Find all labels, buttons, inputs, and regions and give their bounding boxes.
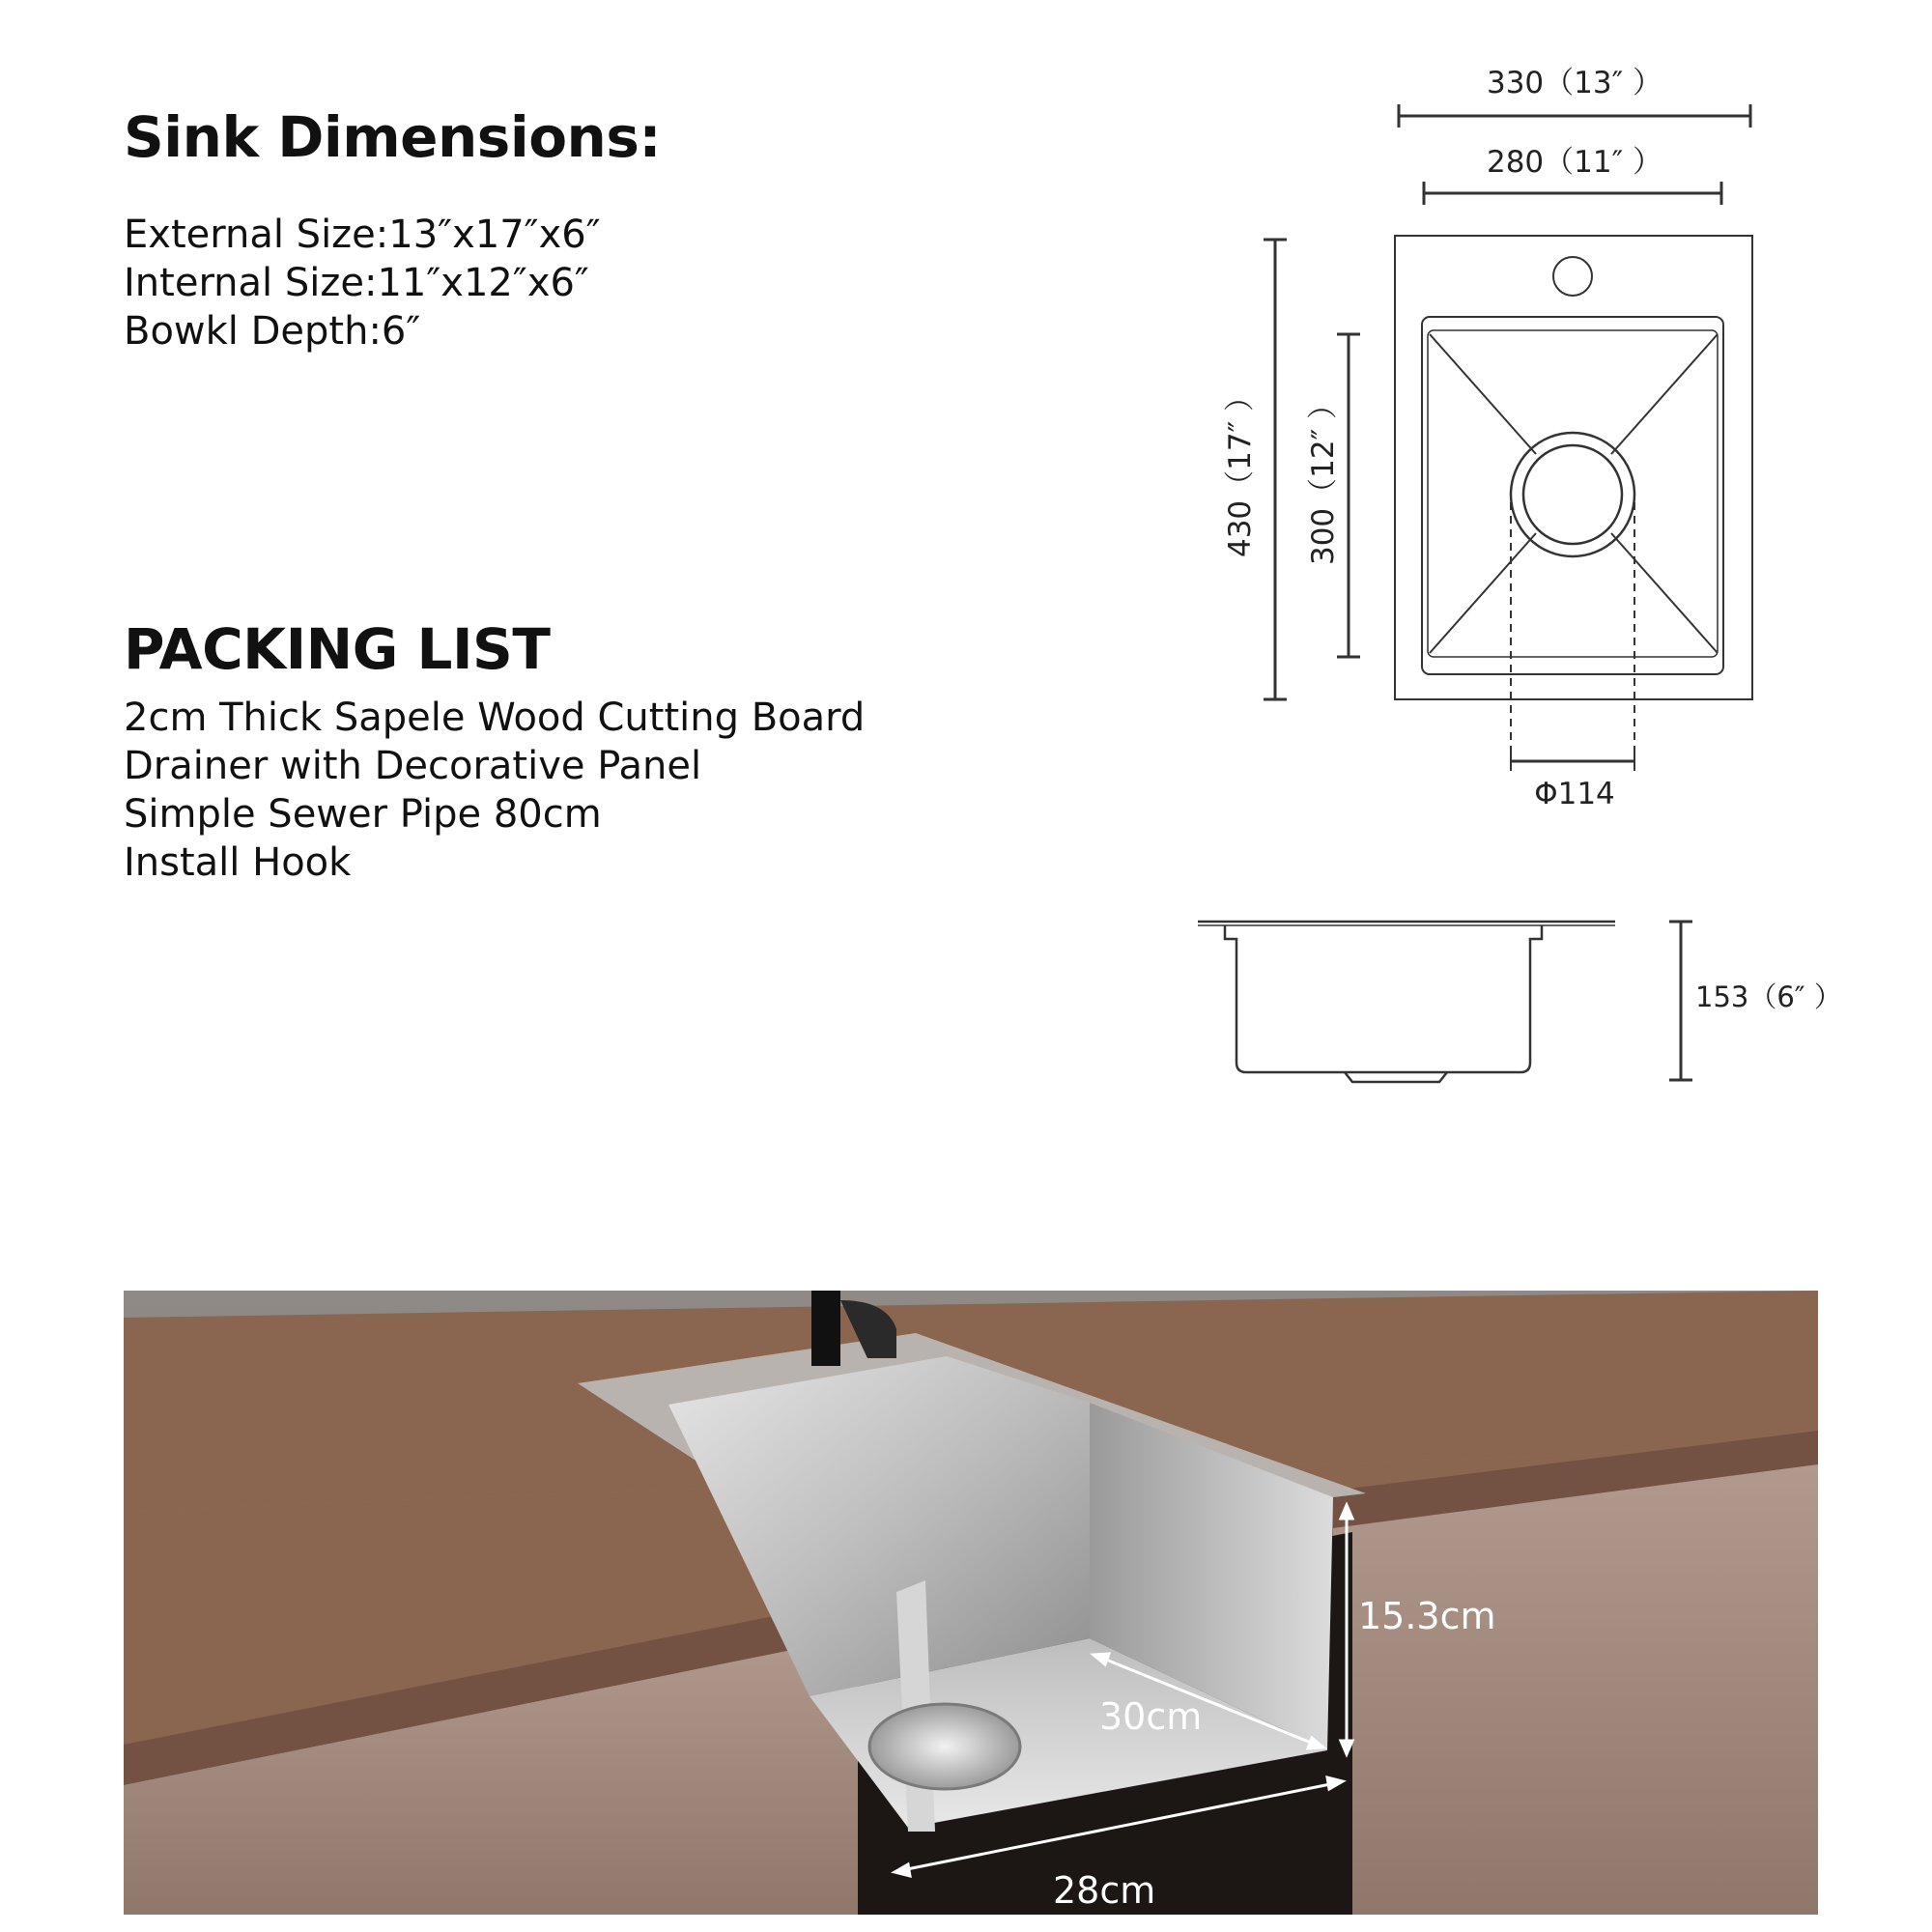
packing-item: Install Hook [124,840,352,885]
inner-length-label: 300（12″ ） [1306,388,1341,566]
internal-size: Internal Size:11″x12″x6″ [124,261,589,305]
bowl-depth: Bowkl Depth:6″ [124,309,421,354]
bowl-outline [1422,317,1723,674]
drain-inner [1523,445,1622,544]
drain-diameter-label: Φ114 [1534,777,1615,811]
packing-item: 2cm Thick Sapele Wood Cutting Board [124,696,866,740]
external-size: External Size:13″x17″x6″ [124,213,601,257]
drain [869,1704,1020,1789]
length-label: 30cm [1099,1695,1203,1738]
side-view-outline [1198,922,1692,1082]
width-label: 28cm [1053,1869,1156,1912]
depth-label: 153（6″ ） [1695,980,1842,1013]
dimensions-heading: Sink Dimensions: [124,104,662,170]
packing-item: Drainer with Decorative Panel [124,744,702,788]
packing-heading: PACKING LIST [124,616,551,682]
sink-outline [1395,236,1752,699]
packing-item: Simple Sewer Pipe 80cm [124,792,602,837]
faucet [811,1291,840,1366]
faucet-hole [1553,257,1592,296]
depth-photo-label: 15.3cm [1358,1595,1496,1637]
outer-width-label: 330（13″ ） [1486,66,1663,100]
inner-width-label: 280（11″ ） [1486,145,1663,180]
sink-photo [124,1291,1818,1915]
drain-outer [1511,433,1634,556]
outer-length-label: 430（17″ ） [1223,381,1258,558]
